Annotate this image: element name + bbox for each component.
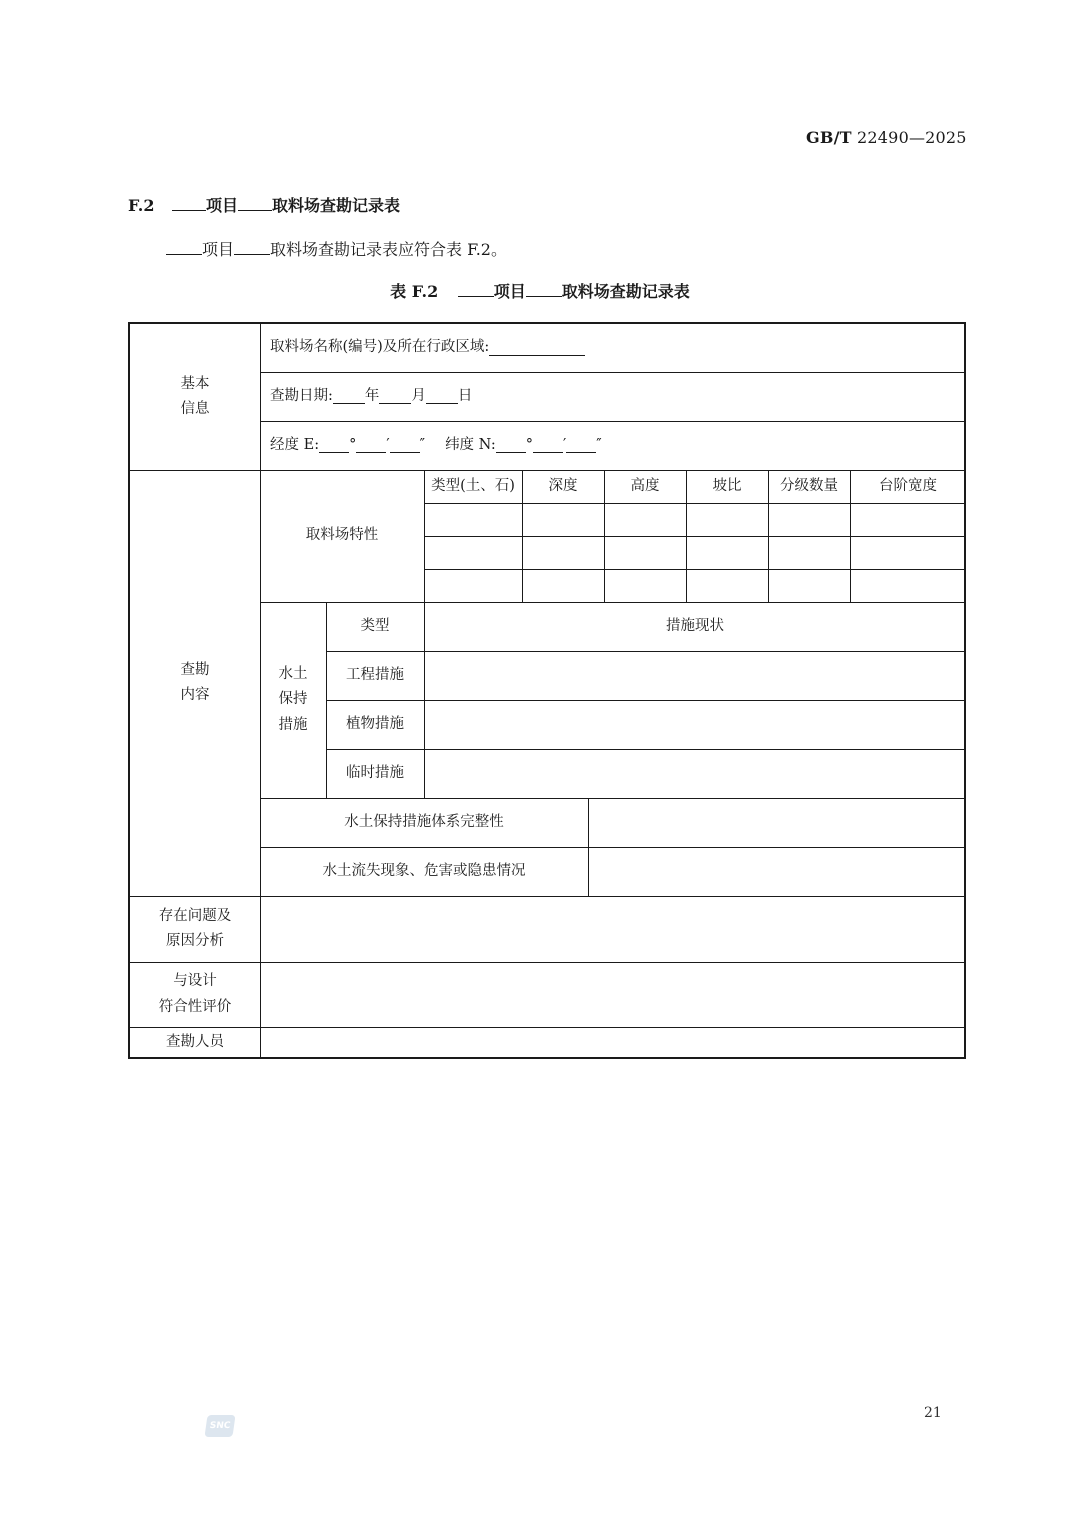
design-eval-label: 与设计 符合性评价 bbox=[158, 973, 232, 1015]
deg-symbol: ° bbox=[525, 436, 533, 453]
lat-sec-blank[interactable] bbox=[566, 438, 596, 453]
blank-line bbox=[238, 196, 272, 211]
sec-symbol: ″ bbox=[596, 436, 602, 453]
grid-line bbox=[424, 503, 966, 504]
standard-number: 22490—2025 bbox=[857, 128, 967, 147]
char-header-depth: 深度 bbox=[548, 477, 578, 494]
section-title bbox=[128, 193, 400, 216]
char-header-height: 高度 bbox=[630, 477, 660, 494]
survey-date-row bbox=[260, 372, 966, 421]
char-header-slope: 坡比 bbox=[712, 477, 742, 494]
standard-prefix: GB/T bbox=[806, 128, 852, 147]
survey-record-table bbox=[128, 322, 966, 1059]
day-blank[interactable] bbox=[426, 389, 458, 404]
longitude-label: 经度 E: bbox=[270, 436, 320, 453]
latitude-label: 纬度 N: bbox=[445, 436, 496, 453]
char-header-levels: 分级数量 bbox=[780, 477, 838, 494]
publisher-logo: SNC bbox=[204, 1415, 235, 1437]
blank-line bbox=[166, 240, 202, 255]
site-name-blank[interactable] bbox=[489, 341, 585, 356]
page-number: 21 bbox=[924, 1405, 942, 1421]
caption-mid: 项目 bbox=[493, 282, 526, 301]
month-blank[interactable] bbox=[379, 389, 411, 404]
inspectors-label: 查勘人员 bbox=[166, 1034, 224, 1051]
min-symbol: ′ bbox=[562, 436, 567, 453]
char-header-step-width: 台阶宽度 bbox=[879, 477, 937, 494]
standard-code bbox=[806, 128, 967, 147]
blank-line bbox=[526, 282, 562, 297]
swc-status-header: 措施现状 bbox=[666, 617, 724, 634]
coordinates-row bbox=[260, 421, 966, 470]
swc-row-temporary: 临时措施 bbox=[346, 764, 404, 781]
grid-line bbox=[424, 569, 966, 570]
lat-deg-blank[interactable] bbox=[496, 438, 526, 453]
site-name-row bbox=[260, 324, 966, 372]
lon-min-blank[interactable] bbox=[356, 438, 386, 453]
completeness-label: 水土保持措施体系完整性 bbox=[344, 813, 504, 830]
swc-row-vegetation: 植物措施 bbox=[346, 715, 404, 732]
table-caption bbox=[0, 279, 1080, 302]
year-blank[interactable] bbox=[333, 389, 365, 404]
swc-row-engineering: 工程措施 bbox=[346, 666, 404, 683]
lon-deg-blank[interactable] bbox=[319, 438, 349, 453]
blank-line bbox=[172, 196, 206, 211]
blank-line bbox=[234, 240, 270, 255]
problems-label: 存在问题及 原因分析 bbox=[158, 907, 232, 949]
swc-type-header: 类型 bbox=[360, 617, 390, 634]
swc-measures-label: 水土 保持 措施 bbox=[278, 665, 308, 733]
section-number: F.2 bbox=[128, 196, 155, 215]
intro-part2: 取料场查勘记录表应符合表 F.2。 bbox=[270, 240, 507, 259]
survey-content-label: 查勘 内容 bbox=[180, 661, 210, 703]
date-label: 查勘日期: bbox=[270, 387, 333, 404]
day-unit: 日 bbox=[457, 387, 473, 404]
intro-part1: 项目 bbox=[202, 240, 235, 259]
caption-end: 取料场查勘记录表 bbox=[561, 282, 690, 301]
blank-line bbox=[458, 282, 494, 297]
erosion-label: 水土流失现象、危害或隐患情况 bbox=[322, 862, 526, 879]
caption-label: 表 F.2 bbox=[390, 282, 439, 301]
intro-sentence bbox=[166, 237, 507, 260]
site-name-label: 取料场名称(编号)及所在行政区域: bbox=[270, 339, 490, 356]
year-unit: 年 bbox=[364, 387, 380, 404]
characteristics-label: 取料场特性 bbox=[305, 527, 379, 544]
section-title-mid: 项目 bbox=[206, 196, 239, 215]
lat-min-blank[interactable] bbox=[533, 438, 563, 453]
month-unit: 月 bbox=[411, 387, 426, 404]
sec-symbol: ″ bbox=[419, 436, 426, 453]
lon-sec-blank[interactable] bbox=[390, 438, 420, 453]
basic-info-label: 基本 信息 bbox=[180, 375, 210, 417]
char-header-type: 类型(土、石) bbox=[431, 477, 515, 494]
grid-line bbox=[424, 536, 966, 537]
deg-symbol: ° bbox=[349, 436, 357, 453]
min-symbol: ′ bbox=[386, 436, 390, 453]
section-title-end: 取料场查勘记录表 bbox=[272, 196, 401, 215]
